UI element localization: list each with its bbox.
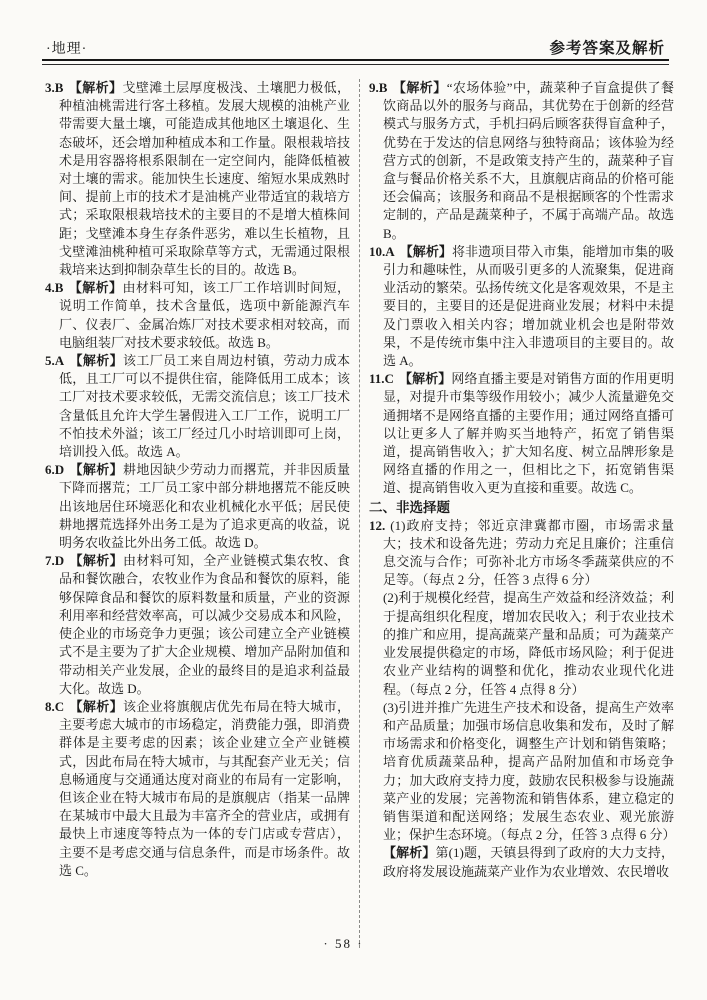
answer-item-8	[45, 698, 350, 880]
answer-number: 7.D	[45, 553, 65, 569]
header-double-rule	[42, 59, 669, 65]
page-header	[46, 36, 665, 58]
answer-number: 3.B	[45, 80, 64, 95]
analysis-text: 将非遗项目带入市集，能增加市集的吸引力和趣味性，从而吸引更多的人流聚集，促进商业活动的繁荣。弘扬传统文化是客观效果，不是主要目的，主要目的还是促进商业发展；材料中未提及门票收入相关内容；增加就业机会也是附带效果，不是传统市集中注入非遗项目的主要目的。故选 A。	[383, 243, 674, 369]
answer-text: (2)利于规模化经营，提高生产效益和经济效益；利于提高组织化程度，增加农民收入；利于农业技术的推广和应用，提高蔬菜产量和品质；可为蔬菜产业发展提供稳定的市场，降低市场风险；利于促进农业产业结构的调整和优化，推动农业现代化进程。（每点 2 分，任答 4 点得 8 分）	[383, 590, 674, 697]
analysis-text: 由材料可知，全产业链模式集农牧、食品和餐饮融合，农牧业作为食品和餐饮的原料，能够保障食品和餐饮的原料数量和质量，产业的资源利用率和经营效率高，可以减少交易成本和风险，使企业的市场竞争力更强；该公司建立全产业链模式不是主要为了扩大企业规模、增加产品附加值和带动相关产业发展，企业的最终目的是追求利益最大化。故选 D。	[59, 553, 350, 696]
analysis-text: “农场体验”中，蔬菜种子盲盒提供了餐饮商品以外的服务与商品，其优势在于创新的经营模式与服务方式，手机扫码后顾客获得盲盒种子，优势在于发达的信息网络与独特商品；该体验为经营方式的创新，不是政策支持产生的，蔬菜种子盲盒与餐品价格关系不大，且旗舰店商品的价格可能还会偏高；该服务和商品不是根据顾客的个性需求定制的，产品是蔬菜种子，不属于高端产品。故选 B。	[383, 80, 674, 241]
analysis-label: 【解析】	[68, 80, 123, 95]
answer-item-6	[45, 461, 350, 552]
analysis-label: 【解析】	[392, 80, 447, 95]
answer-number: 10.A	[369, 243, 395, 259]
analysis-label: 【解析】	[398, 371, 452, 387]
answer-item-12-part2	[369, 589, 674, 698]
answer-item-9	[369, 79, 674, 243]
answer-text: (3)引进并推广先进生产技术和设备，提高生产效率和产品质量；加强市场信息收集和发布，及时了解市场需求和价格变化，调整生产计划和销售策略；培育优质蔬菜品种，提高产品附加值和市场竞争力；加大政府支持力度，鼓励农民积极参与设施蔬菜产业的发展；完善物流和销售体系，建立稳定的销售渠道和配送网络；发展生态农业、观光旅游业；保护生态环境。（每点 2 分，任答 3 点得 6 分）	[383, 699, 676, 843]
analysis-text: 该企业将旗舰店优先布局在特大城市，主要考虑大城市的市场稳定，消费能力强，即消费群体是主要考虑的因素；该企业建立全产业链模式，因此布局在特大城市，与其配套产业无关；信息畅通度与交通通达度对商业的布局有一定影响，但该企业在特大城市布局的是旗舰店（指某一品牌在某城市中最大且最为丰富齐全的营业店，或拥有最快上市速度等特点为一体的专门店或专营店），主要不是考虑交通与信息条件，而是市场条件。故选 C。	[59, 698, 350, 878]
answer-item-5	[45, 352, 350, 461]
right-column	[359, 79, 674, 948]
header-subject: ·地理·	[46, 42, 88, 57]
answer-number: 9.B	[369, 80, 388, 95]
answer-item-12-part3	[369, 699, 674, 845]
analysis-text: 耕地因缺少劳动力而撂荒，并非因质量下降而撂荒；工厂员工家中部分耕地撂荒不能反映出该地居住环境恶化和农业机械化水平低；居民使耕地撂荒选择外出务工是为了追求更高的收益，说明务农收益比外出务工低。故选 D。	[59, 462, 350, 551]
analysis-text: 第(1)题，天镇县得到了政府的大力支持，政府将发展设施蔬菜产业作为农业增效、农民增收	[383, 845, 674, 879]
answer-item-12-part1	[369, 517, 674, 590]
analysis-label: 【解析】	[383, 845, 436, 861]
section-heading-non-choice: 二、非选择题	[369, 499, 450, 515]
answer-number: 11.C	[369, 371, 394, 387]
answer-number: 8.C	[45, 698, 65, 714]
answer-item-7	[45, 552, 350, 698]
analysis-label: 【解析】	[69, 353, 124, 369]
analysis-label: 【解析】	[68, 280, 123, 296]
answer-item-11	[369, 370, 674, 497]
answer-item-10	[369, 243, 674, 370]
analysis-text: 网络直播主要是对销售方面的作用更明显，对提升市集等级作用较小；减少人流量避免交通拥堵不是网络直播的主要作用；通过网络直播可以让更多人了解并购买当地特产，拓宽了销售渠道，提高销售收入；扩大知名度、树立品牌形象是网络直播的作用之一，但相比之下，拓宽销售渠道、提高销售收入更为直接和重要。故选 C。	[383, 371, 674, 496]
answer-number: 4.B	[45, 280, 64, 296]
answer-item-12-analysis	[369, 844, 674, 880]
analysis-text: 该工厂员工来自周边村镇，劳动力成本低，且工厂可以不提供住宿，能降低用工成本；该工厂对技术要求较低，无需交流信息；该工厂技术含量低且允许大学生暑假进入工厂工作，说明工厂不怕技术外溢；该工厂经过几小时培训即可上岗，培训投入低。故选 A。	[59, 353, 350, 460]
analysis-text: 由材料可知，该工厂工作培训时间短，说明工作简单，技术含量低，选项中新能源汽车厂、仪表厂、金属冶炼厂对技术要求相对较高，而电脑组装厂对技术要求较低。故选 B。	[59, 280, 350, 350]
header-title: 参考答案及解析	[549, 40, 665, 57]
analysis-label: 【解析】	[69, 553, 124, 569]
analysis-label: 【解析】	[399, 243, 452, 259]
analysis-label: 【解析】	[69, 462, 124, 478]
analysis-label: 【解析】	[69, 698, 124, 714]
answer-number: 5.A	[45, 353, 65, 369]
answer-item-3	[45, 79, 350, 279]
answer-text: (1)政府支持；邻近京津冀都市圈，市场需求量大；技术和设备先进；劳动力充足且廉价；注重信息交流与合作；可弥补北方市场冬季蔬菜供应的不足等。（每点 2 分，任答 3 点得 6 分）	[383, 517, 674, 588]
content-columns	[45, 79, 674, 948]
answer-item-4	[45, 279, 350, 352]
answer-number: 6.D	[45, 462, 65, 478]
answer-number: 12.	[369, 517, 386, 533]
page-number: · 58 ·	[323, 936, 364, 951]
left-column	[45, 79, 350, 948]
analysis-text: 戈壁滩土层厚度极浅、土壤肥力极低，种植油桃需进行客土移植。发展大规模的油桃产业带需要大量土壤，可能造成其他地区土壤退化、生态破坏，还会增加种植成本和工作量。限根栽培技术是用容器将根系限制在一定空间内，能降低植被对土壤的需求。能加快生长速度、缩短水果成熟时间、提前上市的技术才是油桃产业带适宜的栽培方式；采取限根栽培技术的主要目的不是增大植株间距；戈壁滩本身生存条件恶劣，难以生长植物，且戈壁滩油桃种植可采取除草等方式，无需通过限根栽培来达到抑制杂草生长的目的。故选 B。	[59, 80, 350, 278]
